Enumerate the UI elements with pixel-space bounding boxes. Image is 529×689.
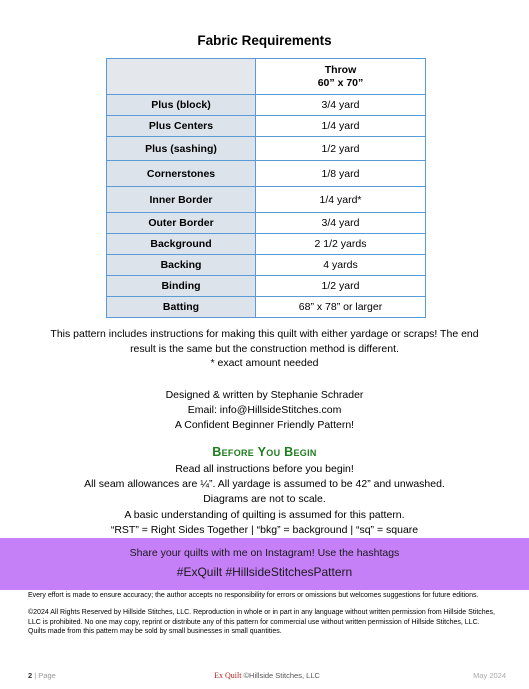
row-value: 1/4 yard [256,116,426,137]
pattern-notes [0,327,529,371]
footer-brand-block [28,671,506,680]
table-header-size [256,59,426,95]
row-label: Plus Centers [107,116,256,137]
table-header-empty-cell [107,59,256,95]
before-you-begin-text [0,462,529,538]
page-number: 2 [28,671,33,680]
byb-line: Read all instructions before you begin! [175,463,354,475]
table-row [107,255,426,276]
byb-line: Diagrams are not to scale. [203,493,326,506]
table-row [107,276,426,297]
row-value: 4 yards [256,255,426,276]
header-size-name: Throw [324,63,357,76]
row-value: 1/8 yard [256,161,426,187]
table-row [107,234,426,255]
byb-line: A basic understanding of quilting is assumed for this pattern. [124,508,405,521]
skill-level: A Confident Beginner Friendly Pattern! [174,419,355,431]
designer-email: Email: info@HillsideStitches.com [187,404,342,416]
pattern-brand: Ex Quilt [214,671,242,680]
footer-date: May 2024 [473,671,506,680]
table-row [107,137,426,161]
table-row [107,95,426,116]
footer-copyright: ©Hillside Stitches, LLC [243,671,320,680]
row-value: 2 1/2 yards [256,234,426,255]
header-size-dimensions: 60” x 70” [317,76,364,89]
table-row [107,213,426,234]
before-you-begin-heading: Before You Begin [212,445,317,459]
fabric-requirements-table [106,58,426,318]
instagram-hashtags: #ExQuilt #HillsideStitchesPattern [176,565,353,579]
instagram-prompt: Share your quilts with me on Instagram! Use the hashtags [129,547,400,559]
row-label: Plus (sashing) [107,137,256,161]
row-label: Outer Border [107,213,256,234]
row-label: Background [107,234,256,255]
disclaimer-accuracy: Every effort is made to ensure accuracy; the author accepts no responsibility for errors or omissions but welcomes suggestions for future editions. [28,592,479,599]
row-label: Cornerstones [107,161,256,187]
row-value: 68” x 78” or larger [256,297,426,318]
exact-amount-note: * exact amount needed [210,357,319,369]
table-row [107,187,426,213]
disclaimer [28,591,506,637]
row-label: Binding [107,276,256,297]
table-row [107,116,426,137]
row-value: 3/4 yard [256,213,426,234]
disclaimer-copyright: ©2024 All Rights Reserved by Hillside Stitches, LLC. Reproduction in whole or in part in any language without written permission from Hillside Stitches, LLC is prohibited. No one may copy, reprint or distribute any of this pattern for commercial use without written permission of Hillside Stitches, LLC. [28,608,495,626]
notes-line: result is the same but the construction method is different. [130,342,399,355]
row-value: 1/2 yard [256,276,426,297]
row-value: 1/4 yard* [256,187,426,213]
page-title: Fabric Requirements [197,33,332,48]
table-row [107,161,426,187]
page-label: | Page [34,671,56,680]
row-label: Backing [107,255,256,276]
designer-info [0,388,529,433]
instagram-banner [0,538,529,590]
page-footer [28,671,506,683]
row-label: Inner Border [107,187,256,213]
table-header-row [107,59,426,95]
row-value: 3/4 yard [256,95,426,116]
table-row [107,297,426,318]
disclaimer-sales: Quilts made from this pattern may be sold by small businesses in small quantities. [28,628,282,636]
byb-line: All seam allowances are ¼”. All yardage is assumed to be 42” and unwashed. [84,478,445,491]
row-value: 1/2 yard [256,137,426,161]
byb-abbreviations: “RST” = Right Sides Together | “bkg” = background | “sq” = square [110,523,419,536]
designer-credit: Designed & written by Stephanie Schrader [165,389,364,401]
row-label: Plus (block) [107,95,256,116]
row-label: Batting [107,297,256,318]
notes-line: This pattern includes instructions for making this quilt with either yardage or scraps! The end [50,328,479,340]
